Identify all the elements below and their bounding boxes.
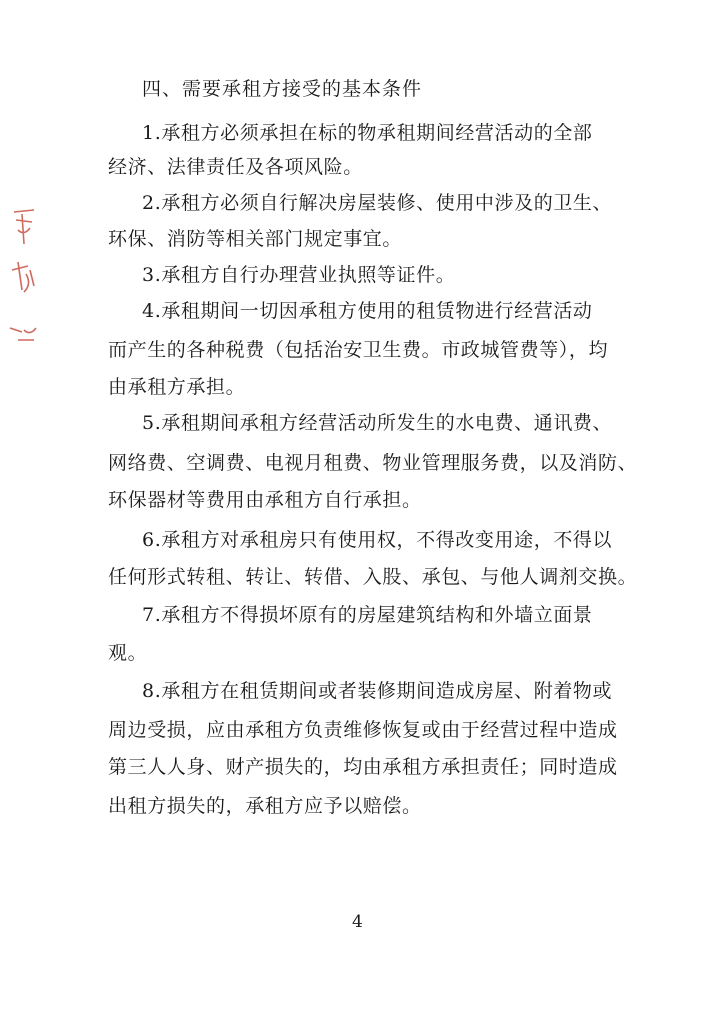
- clause-line: 环保器材等费用由承租方自行承担。: [108, 489, 422, 511]
- clause-line: 1.承租方必须承担在标的物承租期间经营活动的全部: [142, 122, 593, 144]
- section-heading: 四、需要承租方接受的基本条件: [142, 78, 423, 100]
- clause-line: 观。: [108, 642, 148, 664]
- clause-line: 5.承租期间承租方经营活动所发生的水电费、通讯费、: [142, 412, 613, 434]
- page-number: 4: [352, 912, 363, 932]
- clause-line: 7.承租方不得损坏原有的房屋建筑结构和外墙立面景: [142, 604, 593, 626]
- clause-line: 周边受损，应由承租方负责维修恢复或由于经营过程中造成: [108, 719, 618, 741]
- clause-line: 而产生的各种税费（包括治安卫生费。市政城管费等），均: [108, 339, 609, 361]
- clause-line: 出租方损失的，承租方应予以赔偿。: [108, 795, 422, 817]
- clause-line: 6.承租方对承租房只有使用权，不得改变用途，不得以: [142, 529, 613, 551]
- clause-line: 4.承租期间一切因承租方使用的租赁物进行经营活动: [142, 300, 593, 322]
- clause-line: 2.承租方必须自行解决房屋装修、使用中涉及的卫生、: [142, 192, 613, 214]
- clause-line: 网络费、空调费、电视月租费、物业管理服务费，以及消防、: [108, 452, 638, 474]
- clause-line: 任何形式转租、转让、转借、入股、承包、与他人调剂交换。: [108, 566, 638, 588]
- clause-line: 由承租方承担。: [108, 376, 246, 398]
- clause-line: 3.承租方自行办理营业执照等证件。: [142, 264, 456, 286]
- clause-line: 第三人人身、财产损失的，均由承租方承担责任；同时造成: [108, 756, 618, 778]
- clause-line: 经济、法律责任及各项风险。: [108, 156, 363, 178]
- red-seal-mark-icon: [4, 200, 44, 360]
- clause-line: 8.承租方在租赁期间或者装修期间造成房屋、附着物或: [142, 680, 613, 702]
- clause-line: 环保、消防等相关部门规定事宜。: [108, 228, 403, 250]
